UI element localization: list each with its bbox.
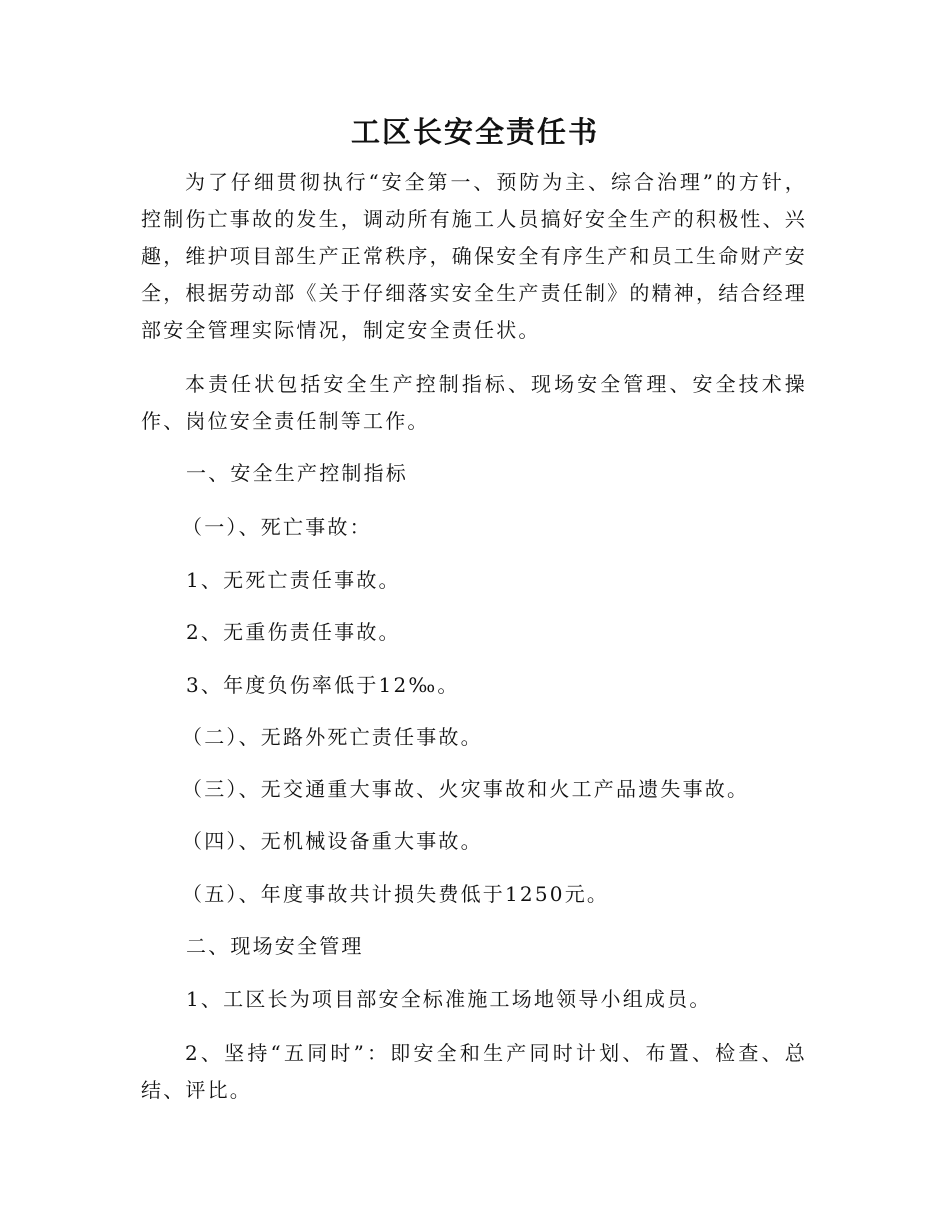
- item-death-accidents: （一）、死亡事故：: [182, 515, 372, 539]
- item-no-machinery-accident: （四）、无机械设备重大事故。: [182, 829, 483, 853]
- item-no-serious-injury: 2、无重伤责任事故。: [186, 620, 401, 644]
- item-safety-group-member: 1、工区长为项目部安全标准施工场地领导小组成员。: [186, 987, 712, 1011]
- document-title: 工区长安全责任书: [350, 115, 599, 149]
- item-five-simultaneous: 2、坚持“五同时”：即安全和生产同时计划、布置、检查、总结、评比。: [141, 1041, 807, 1102]
- item-no-offsite-death: （二）、无路外死亡责任事故。: [182, 725, 483, 749]
- item-injury-rate: 3、年度负伤率低于12‰。: [186, 673, 460, 697]
- item-no-fatal-liability: 1、无死亡责任事故。: [186, 568, 401, 592]
- intro-paragraph: 为了仔细贯彻执行“安全第一、预防为主、综合治理”的方针，控制伤亡事故的发生，调动所有施工人员搞好安全生产的积极性、兴趣，维护项目部生产正常秩序，确保安全有序生产和员工生命财产安全，根据劳动部《关于仔细落实安全生产责任制》的精神，结合经理部安全管理实际情况，制定安全责任状。: [141, 170, 807, 342]
- section-heading-site-safety: 二、现场安全管理: [186, 934, 364, 958]
- scope-paragraph: 本责任状包括安全生产控制指标、现场安全管理、安全技术操作、岗位安全责任制等工作。: [141, 372, 807, 433]
- item-annual-loss-limit: （五）、年度事故共计损失费低于1250元。: [182, 882, 610, 906]
- section-heading-control-indicators: 一、安全生产控制指标: [186, 461, 408, 485]
- item-no-traffic-fire-loss: （三）、无交通重大事故、火灾事故和火工产品遗失事故。: [182, 777, 750, 801]
